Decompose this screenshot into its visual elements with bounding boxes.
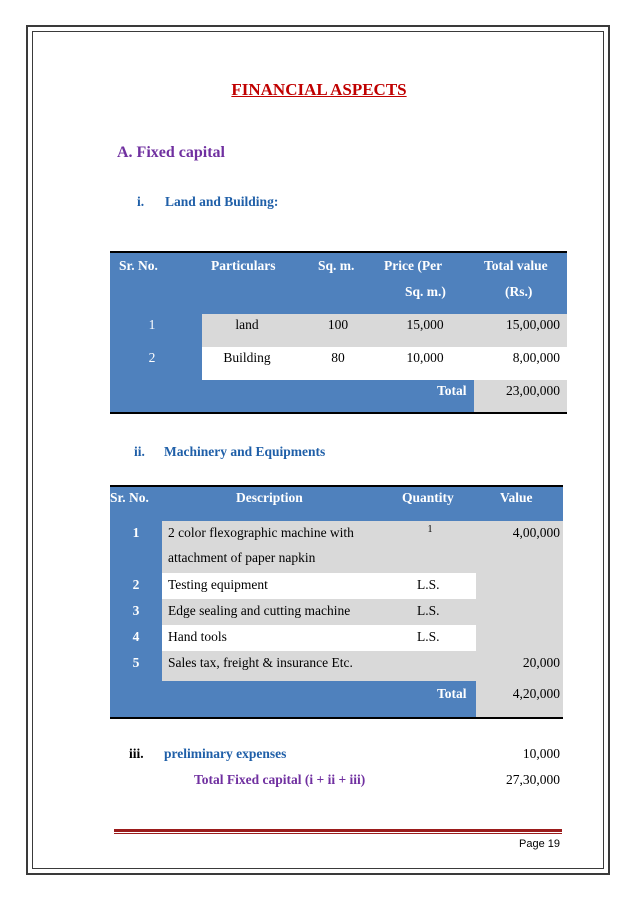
table-header-band — [110, 486, 563, 521]
row-quantity: 1 — [427, 524, 433, 535]
subheading-land-building — [137, 194, 278, 210]
row-sr: 4 — [132, 629, 140, 644]
row-description-line2: attachment of paper napkin — [168, 550, 316, 565]
row-description: Testing equipment — [168, 577, 268, 592]
table-bottom-rule — [110, 412, 567, 414]
header-price-line1: Price (Per — [384, 258, 443, 273]
header-sr-no: Sr. No. — [119, 258, 158, 273]
row-quantity: L.S. — [417, 629, 440, 644]
subheading-label: Land and Building: — [165, 194, 279, 209]
row-price: 10,000 — [406, 350, 444, 365]
row-particulars: Building — [223, 350, 271, 365]
row-sr: 1 — [132, 525, 140, 540]
table-total-band — [110, 681, 476, 717]
row-description: Sales tax, freight & insurance Etc. — [168, 655, 353, 670]
table-top-rule — [110, 251, 567, 253]
row-value: 4,00,000 — [512, 525, 560, 540]
total-value: 23,00,000 — [506, 383, 560, 398]
row-description-line1: 2 color flexographic machine with — [168, 525, 354, 540]
header-value: Value — [500, 490, 533, 505]
total-label: Total — [437, 686, 467, 701]
table-value-column-shade — [476, 573, 563, 651]
header-particulars: Particulars — [211, 258, 276, 273]
row-price: 15,000 — [406, 317, 444, 332]
total-fixed-capital-value: 27,30,000 — [506, 772, 560, 787]
subheading-number: ii. — [134, 444, 145, 459]
row-sr: 3 — [132, 603, 140, 618]
row-particulars: land — [235, 317, 259, 332]
header-sqm: Sq. m. — [318, 258, 355, 273]
subheading-number: iii. — [129, 746, 144, 761]
header-total-line2: (Rs.) — [505, 284, 533, 299]
section-heading-fixed-capital: A. Fixed capital — [117, 144, 225, 161]
row-sr: 2 — [132, 577, 140, 592]
row-sqm: 100 — [327, 317, 349, 332]
row-description: Edge sealing and cutting machine — [168, 603, 351, 618]
page-number: Page 19 — [519, 838, 560, 850]
header-description: Description — [236, 490, 303, 505]
row-description: Hand tools — [168, 629, 227, 644]
subheading-number: i. — [137, 194, 145, 209]
row-sr: 2 — [148, 350, 156, 365]
total-label: Total — [437, 383, 467, 398]
row-quantity: L.S. — [417, 603, 440, 618]
total-value: 4,20,000 — [512, 686, 560, 701]
page-title: FINANCIAL ASPECTS — [231, 80, 407, 99]
subheading-machinery — [134, 444, 325, 460]
row-value: 20,000 — [522, 655, 560, 670]
subheading-label: preliminary expenses — [164, 746, 287, 761]
header-total-line1: Total value — [484, 258, 548, 273]
table-bottom-rule — [110, 717, 563, 719]
row-sr: 1 — [148, 317, 156, 332]
footer-rule-thin — [114, 833, 562, 834]
preliminary-expenses-value: 10,000 — [522, 746, 560, 761]
header-quantity: Quantity — [402, 490, 454, 505]
row-total: 8,00,000 — [512, 350, 560, 365]
row-total: 15,00,000 — [506, 317, 560, 332]
table-top-rule — [110, 485, 563, 487]
subheading-label: Machinery and Equipments — [164, 444, 326, 459]
table-total-band — [110, 380, 474, 412]
footer-rule — [114, 829, 562, 832]
header-sr-no: Sr. No. — [110, 490, 149, 505]
row-sqm: 80 — [331, 350, 345, 365]
subheading-preliminary-expenses — [129, 746, 286, 762]
row-sr: 5 — [132, 655, 140, 670]
total-fixed-capital-label: Total Fixed capital (i + ii + iii) — [194, 772, 366, 787]
header-price-line2: Sq. m.) — [405, 284, 446, 299]
row-quantity: L.S. — [417, 577, 440, 592]
